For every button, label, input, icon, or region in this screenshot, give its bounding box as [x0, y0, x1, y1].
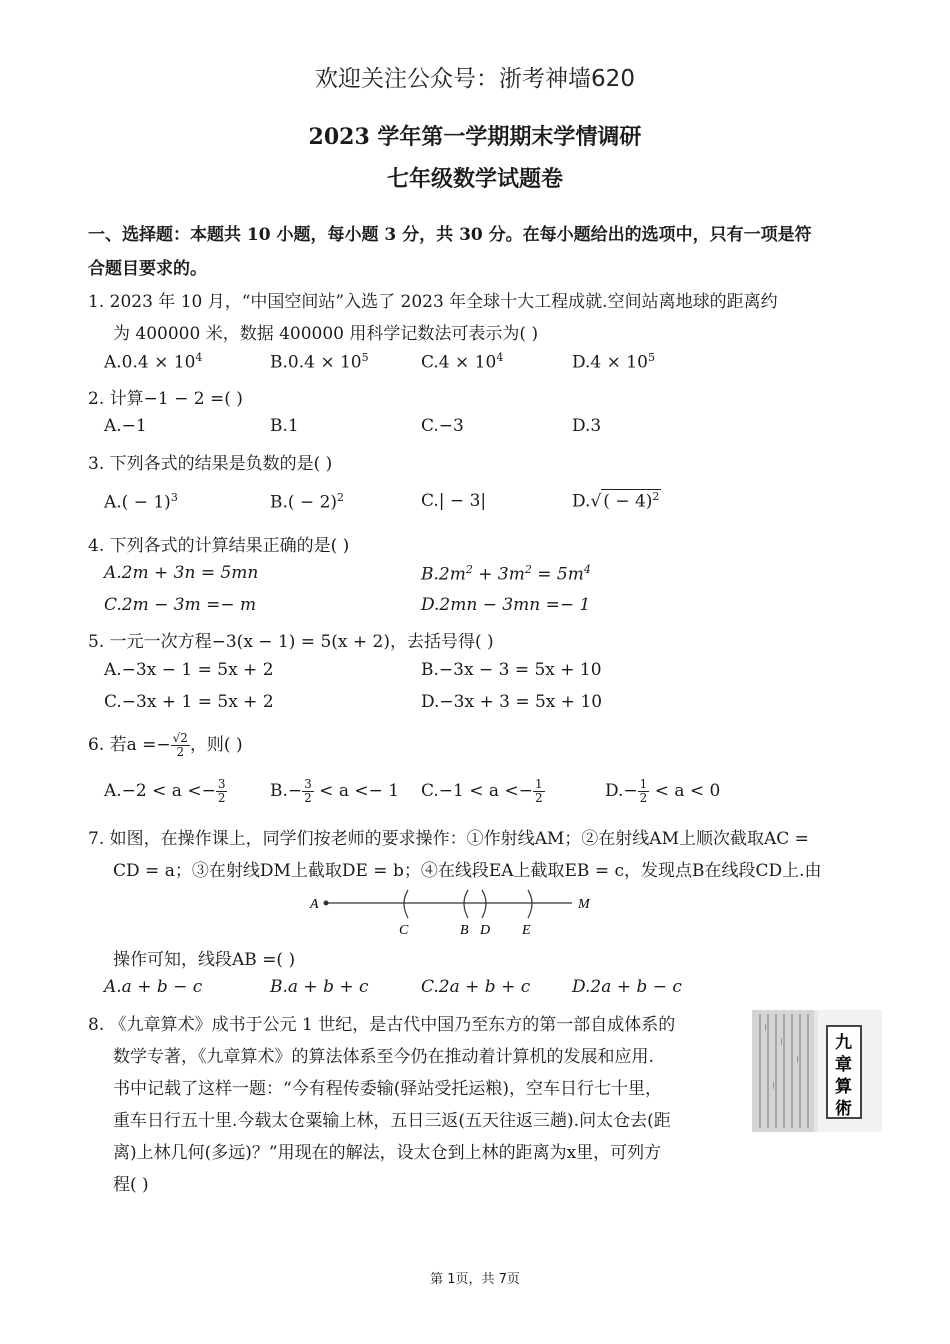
q6-stem: 6. 若a =− $\frac{√2}{2}$ ，则( ) [88, 731, 243, 759]
book-char-3: 算 [835, 1077, 852, 1097]
book-cover-image [752, 1010, 882, 1132]
svg-text:丨: 丨 [762, 1024, 769, 1032]
q7-option-d: D.2a + b − c [572, 977, 682, 997]
q1-stem-cont: 为 400000 米，数据 400000 用科学记数法可表示为( ) [113, 324, 539, 344]
point-m-label: M [578, 897, 590, 912]
q7-stem-end: 操作可知，线段AB =( ) [113, 950, 296, 970]
q3-option-c: C.| − 3| [421, 491, 487, 511]
q6-option-c: C.−1 < a <− $\frac{1}{2}$ [421, 777, 543, 805]
q5-option-c: C.−3x + 1 = 5x + 2 [104, 692, 274, 712]
q1-option-c: $C.4 \times 10^4$ [421, 351, 504, 373]
q2-option-a: A.−1 [104, 416, 147, 436]
q4-stem: 4. 下列各式的计算结果正确的是( ) [88, 536, 350, 556]
point-e-label: E [522, 923, 531, 938]
svg-text:丨: 丨 [770, 1082, 777, 1090]
ray-diagram [300, 884, 610, 942]
page-footer: 第 1页，共 7页 [430, 1272, 520, 1287]
q4-option-a: A.2m + 3n = 5mn [104, 563, 259, 583]
wechat-notice: 欢迎关注公众号：浙考神墙620 [315, 66, 635, 92]
q4-option-d: D.2mn − 3mn =− 1 [421, 595, 591, 615]
q8-stem-l4: 重车日行五十里.今载太仓粟输上林，五日三返(五天往返三趟).问太仓去(距 [113, 1111, 671, 1131]
q3-option-d: D.√ ( − 4)$^2$ [572, 490, 660, 512]
q6-option-d: D.− $\frac{1}{2}$ < a < 0 [605, 777, 721, 805]
q8-stem-l6: 程( ) [113, 1175, 149, 1195]
q7-option-c: C.2a + b + c [421, 977, 531, 997]
q1-stem: 1. 2023 年 10 月，“中国空间站”入选了 2023 年全球十大工程成就.空间站离地球的距离约 [88, 292, 778, 312]
q2-stem: 2. 计算−1 − 2 =( ) [88, 389, 243, 409]
q1-option-a: $A.0.4 \times 10^4$ [104, 351, 203, 373]
q3-option-a: $A.( - 1)^3$ [104, 491, 178, 513]
exam-subtitle: 七年级数学试题卷 [386, 166, 563, 192]
q8-stem-l5: 离)上林几何(多远)？”用现在的解法，设太仓到上林的距离为x里，可列方 [113, 1143, 662, 1163]
q2-option-b: B.1 [270, 416, 299, 436]
point-d-label: D [480, 923, 491, 938]
point-b-label: B [460, 923, 469, 938]
q4-option-c: C.2m − 3m =− m [104, 595, 257, 615]
q7-option-a: A.a + b − c [104, 977, 203, 997]
svg-text:丨: 丨 [794, 1056, 801, 1064]
book-char-1: 九 [835, 1033, 852, 1053]
point-c-label: C [399, 923, 409, 938]
point-a-label: A [310, 897, 319, 912]
svg-text:丨: 丨 [778, 1038, 785, 1046]
section-heading-cont: 合题目要求的。 [88, 259, 207, 279]
q5-stem: 5. 一元一次方程−3(x − 1) = 5(x + 2)，去括号得( ) [88, 632, 494, 652]
q1-option-d: $D.4 \times 10^5$ [572, 351, 655, 373]
exam-title: 2023 学年第一学期期末学情调研 [308, 124, 642, 150]
q7-stem-cont: CD = a；③在射线DM上截取DE = b；④在线段EA上截取EB = c，发现点B在线段CD上.由 [113, 861, 822, 881]
q7-stem: 7. 如图，在操作课上，同学们按老师的要求操作：①作射线AM；②在射线AM上顺次截取AC = [88, 829, 809, 849]
q3-option-b: $B.( - 2)^2$ [270, 491, 345, 513]
q3-stem: 3. 下列各式的结果是负数的是( ) [88, 454, 333, 474]
book-char-4: 術 [835, 1099, 852, 1119]
section-heading: 一、选择题：本题共 10 小题，每小题 3 分，共 30 分。在每小题给出的选项中，只有一项是符 [88, 225, 812, 245]
q7-option-b: B.a + b + c [270, 977, 369, 997]
book-char-2: 章 [835, 1055, 852, 1075]
q8-stem-l2: 数学专著，《九章算术》的算法体系至今仍在推动着计算机的发展和应用. [113, 1047, 654, 1067]
q1-option-b: $B.0.4 \times 10^5$ [270, 351, 369, 373]
q5-option-b: B.−3x − 3 = 5x + 10 [421, 660, 602, 680]
q4-option-b: $B.2m^2 + 3m^2 = 5m^4$ [421, 563, 591, 585]
q6-option-a: A.−2 < a <− $\frac{3}{2}$ [104, 777, 226, 805]
q6-option-b: B.− $\frac{3}{2}$ < a <− 1 [270, 777, 400, 805]
q8-stem: 8. 《九章算术》成书于公元 1 世纪，是古代中国乃至东方的第一部自成体系的 [88, 1015, 676, 1035]
q5-option-d: D.−3x + 3 = 5x + 10 [421, 692, 603, 712]
q8-stem-l3: 书中记载了这样一题：“今有程传委输(驿站受托运粮)，空车日行七十里， [113, 1079, 662, 1099]
q5-option-a: A.−3x − 1 = 5x + 2 [104, 660, 274, 680]
q2-option-c: C.−3 [421, 416, 464, 436]
q2-option-d: D.3 [572, 416, 602, 436]
